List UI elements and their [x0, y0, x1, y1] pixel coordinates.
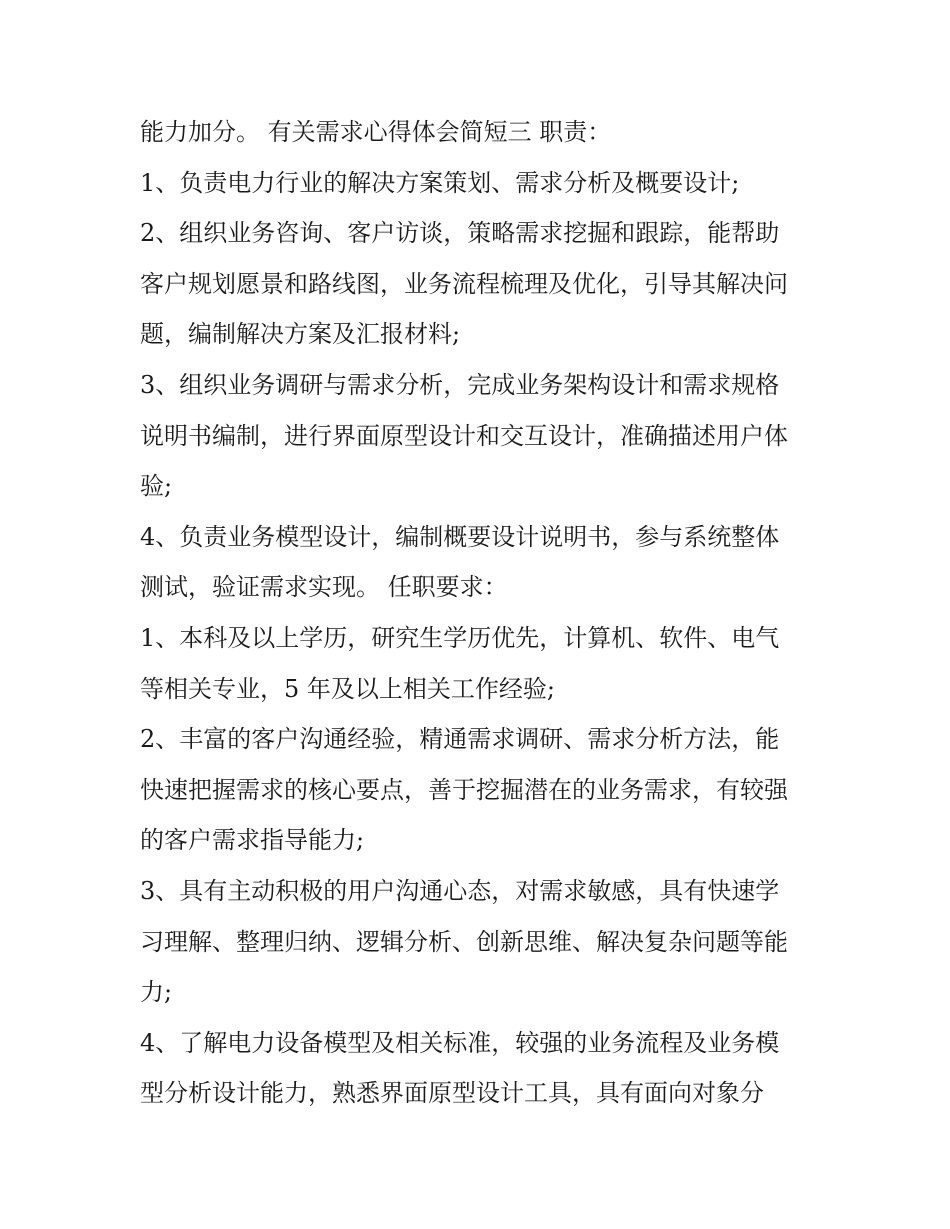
text-line: 能力加分。 有关需求心得体会简短三 职责：: [140, 118, 612, 146]
text-line: 习理解、整理归纳、逻辑分析、创新思维、解决复杂问题等能: [140, 927, 788, 956]
text-line: 3、组织业务调研与需求分析，完成业务架构设计和需求规格: [140, 370, 780, 399]
text-line: 题，编制解决方案及汇报材料;: [140, 320, 461, 349]
text-line: 4、了解电力设备模型及相关标准，较强的业务流程及业务模: [140, 1028, 780, 1057]
text-line: 力;: [140, 978, 173, 1007]
text-line: 3、具有主动积极的用户沟通心态，对需求敏感，具有快速学: [140, 876, 780, 905]
text-line: 客户规划愿景和路线图，业务流程梳理及优化，引导其解决问: [140, 269, 788, 298]
text-line: 验;: [140, 472, 173, 501]
text-line: 的客户需求指导能力;: [140, 826, 365, 855]
document-body: [140, 107, 830, 1119]
text-line: 2、组织业务咨询、客户访谈，策略需求挖掘和跟踪，能帮助: [140, 219, 780, 248]
text-line: 4、负责业务模型设计，编制概要设计说明书，参与系统整体: [140, 522, 780, 551]
text-line: 2、丰富的客户沟通经验，精通需求调研、需求分析方法，能: [140, 725, 780, 754]
text-line: 测试，验证需求实现。 任职要求：: [140, 573, 508, 602]
text-line: 型分析设计能力，熟悉界面原型设计工具，具有面向对象分: [140, 1079, 764, 1108]
text-line: 1、本科及以上学历，研究生学历优先，计算机、软件、电气: [140, 623, 780, 652]
text-line: 说明书编制，进行界面原型设计和交互设计，准确描述用户体: [140, 421, 788, 450]
text-line: 等相关专业，5 年及以上相关工作经验;: [140, 674, 555, 703]
text-line: 1、负责电力行业的解决方案策划、需求分析及概要设计;: [140, 168, 740, 197]
text-line: 快速把握需求的核心要点，善于挖掘潜在的业务需求，有较强: [140, 775, 788, 804]
